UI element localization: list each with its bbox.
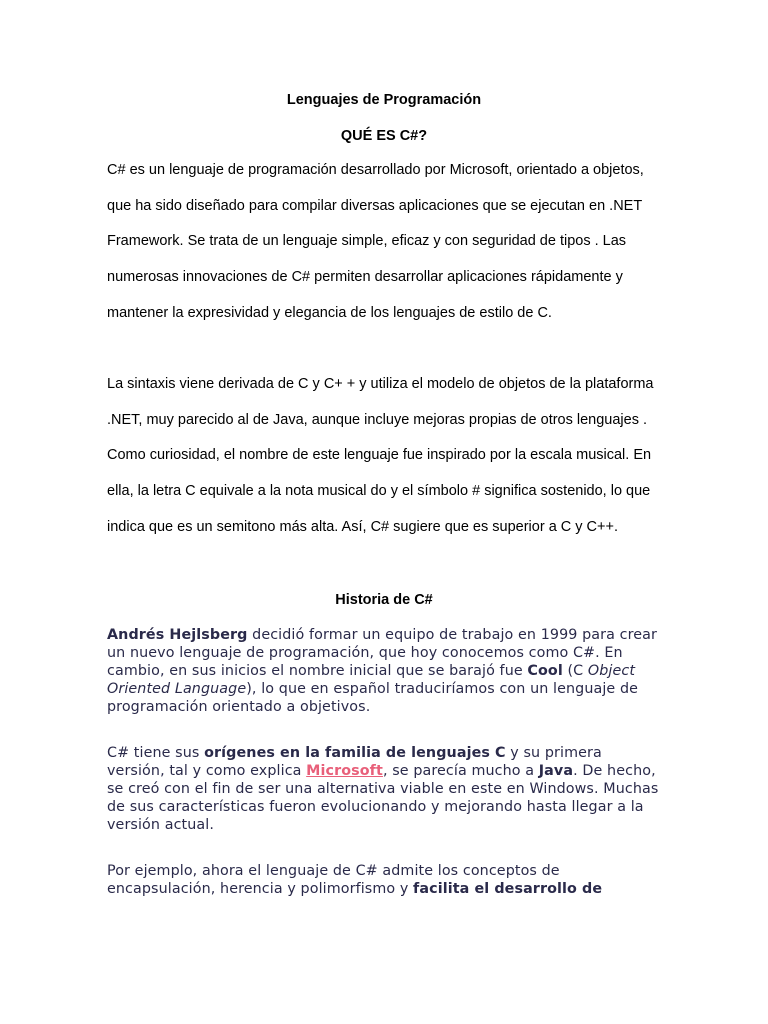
text-span: ), lo que en español traduciríamos con un lenguaje de programación orientado a objetivos. (107, 680, 639, 715)
text-span: , se parecía mucho a (382, 762, 539, 779)
emphasis-origins: orígenes en la familia de lenguajes C (204, 745, 506, 761)
history-paragraph-1 (107, 627, 664, 717)
author-name: Andrés Hejlsberg (107, 627, 248, 643)
text-span: y su primera versión, tal y como explica (107, 745, 602, 779)
section-heading-historia: Historia de C# (335, 592, 433, 608)
microsoft-link[interactable]: Microsoft (306, 762, 383, 779)
emphasis-java: Java (538, 762, 574, 779)
text-span: (C (562, 662, 588, 679)
acronym-expansion: Object Oriented Language (107, 662, 636, 697)
text-span: decidió formar un equipo de trabajo en 1999 para crear un nuevo lenguaje de programación, que hoy conocemos como C#. En cambio, en sus inicios el nombre inicial que se barajó fue (107, 627, 658, 679)
history-paragraph-3 (107, 863, 664, 899)
paragraph-syntax: La sintaxis viene derivada de C y C+ + y utiliza el modelo de objetos de la plataforma .NET, muy parecido al de Java, aunque incluye mejoras propias de otros lenguajes . Como curiosidad, el nombre de este lenguaje fue inspirado por la escala musical. En ella, la letra C equivale a la nota musical do y el símbolo # significa sostenido, lo que indica que es un semitono más alta. Así, C# sugiere que es superior a C y C++. (107, 376, 654, 535)
cool-name: Cool (527, 662, 563, 679)
section-heading-que-es: QUÉ ES C#? (340, 128, 428, 144)
history-paragraph-2 (107, 745, 664, 835)
paragraph-intro: C# es un lenguaje de programación desarrollado por Microsoft, orientado a objetos, que ha sido diseñado para compilar diversas aplicaciones que se ejecutan en .NET Framework. Se trata de un lenguaje simple, eficaz y con seguridad de tipos . Las numerosas innovaciones de C# permiten desarrollar aplicaciones rápidamente y mantener la expresividad y elegancia de los lenguajes de estilo de C. (107, 162, 644, 321)
emphasis-development: facilita el desarrollo de (413, 880, 603, 897)
text-span: Por ejemplo, ahora el lenguaje de C# admite los conceptos de encapsulación, herencia y polimorfismo y (107, 863, 560, 897)
text-span: . De hecho, se creó con el fin de ser una alternativa viable en este en Windows. Muchas de sus características fueron evolucionando y mejorando hasta llegar a la versión actual. (107, 762, 659, 833)
document-title: Lenguajes de Programación (286, 92, 482, 108)
text-span: C# tiene sus (107, 745, 205, 761)
